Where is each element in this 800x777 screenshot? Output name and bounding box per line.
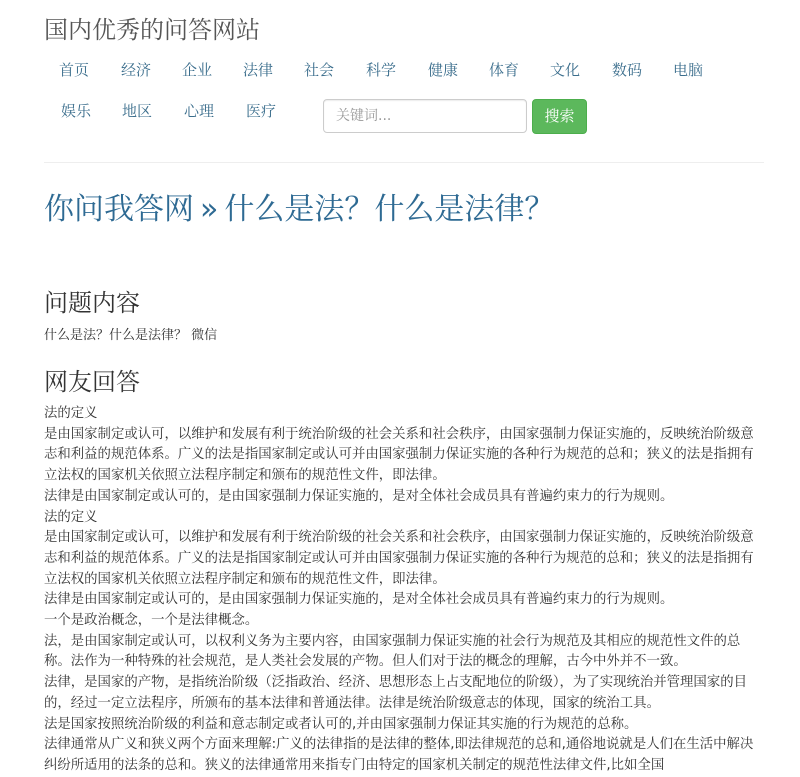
nav-link-health[interactable]: 健康 [428,61,459,79]
site-title: 国内优秀的问答网站 [44,16,260,44]
answer-paragraph: 法律，是国家的产物，是指统治阶级（泛指政治、经济、思想形态上占支配地位的阶级），为了实现统治并管理国家的目的，经过一定立法程序，所颁布的基本法律和普通法律。法律是统治阶级意志的体现，国家的统治工具。 [44,675,747,711]
nav-link-sports[interactable]: 体育 [489,61,520,79]
answer-paragraph: 是由国家制定或认可，以维护和发展有利于统治阶级的社会关系和社会秩序，由国家强制力保证实施的，反映统治阶级意志和利益的规范体系。广义的法是指国家制定或认可并由国家强制力保证实施的各种行为规范的总和；狭义的法是指拥有立法权的国家机关依照立法程序制定和颁布的规范性文件，即法律。 [44,426,754,484]
nav-link-medical[interactable]: 医疗 [246,102,277,120]
answer-paragraph: 一个是政治概念，一个是法律概念。 [44,613,259,629]
answer-paragraph: 是由国家制定或认可，以维护和发展有利于统治阶级的社会关系和社会秩序，由国家强制力保证实施的，反映统治阶级意志和利益的规范体系。广义的法是指国家制定或认可并由国家强制力保证实施的各种行为规范的总和；狭义的法是指拥有立法权的国家机关依照立法程序制定和颁布的规范性文件，即法律。 [44,530,754,587]
nav-link-culture[interactable]: 文化 [550,61,581,79]
nav-link-region[interactable]: 地区 [122,102,153,120]
answer-paragraph: 法的定义 [44,406,98,421]
nav-link-psychology[interactable]: 心理 [184,102,215,120]
nav-link-society[interactable]: 社会 [304,61,335,79]
answer-paragraph: 法律通常从广义和狭义两个方面来理解:广义的法律指的是法律的整体,即法律规范的总和,通俗地说就是人们在生活中解决纠纷所适用的法条的总和。狭义的法律通常用来指专门由特定的国家机关制定的规范性法律文件,比如全国 [44,737,754,773]
question-title: 什么是法？什么是法律？ [224,192,555,227]
breadcrumb-home-link[interactable]: 你问我答网 [44,192,194,227]
answer-content [44,404,766,777]
nav-link-entertainment[interactable]: 娱乐 [61,102,92,120]
answer-paragraph: 法是国家按照统治阶级的利益和意志制定或者认可的,并由国家强制力保证其实施的行为规范的总称。 [44,716,638,732]
page-title [44,188,554,232]
answers-section-title: 网友回答 [44,368,140,396]
answer-paragraph: 法的定义 [44,509,98,525]
answer-paragraph: 法律是由国家制定或认可的，是由国家强制力保证实施的，是对全体社会成员具有普遍约束力的行为规则。 [44,592,674,608]
nav-link-computer[interactable]: 电脑 [673,61,704,79]
nav-link-science[interactable]: 科学 [366,61,397,79]
breadcrumb-separator: » [200,192,219,227]
nav-link-economy[interactable]: 经济 [121,61,152,79]
header-divider [44,162,764,163]
answer-paragraph: 法律是由国家制定或认可的，是由国家强制力保证实施的，是对全体社会成员具有普遍约束力的行为规则。 [44,488,674,504]
question-body: 什么是法？什么是法律？ 微信 [44,328,218,343]
answer-paragraph: 法，是由国家制定或认可，以权利义务为主要内容，由国家强制力保证实施的社会行为规范及其相应的规范性文件的总称。法作为一种特殊的社会规范，是人类社会发展的产物。但人们对于法的概念的理解，古今中外并不一致。 [44,633,741,670]
question-section-title: 问题内容 [44,289,140,317]
search-input[interactable] [323,99,527,133]
nav-link-digital[interactable]: 数码 [612,61,643,79]
nav-link-business[interactable]: 企业 [182,61,213,79]
nav-link-home[interactable]: 首页 [59,61,90,79]
nav-link-law[interactable]: 法律 [243,61,274,79]
search-button[interactable]: 搜索 [532,99,587,134]
